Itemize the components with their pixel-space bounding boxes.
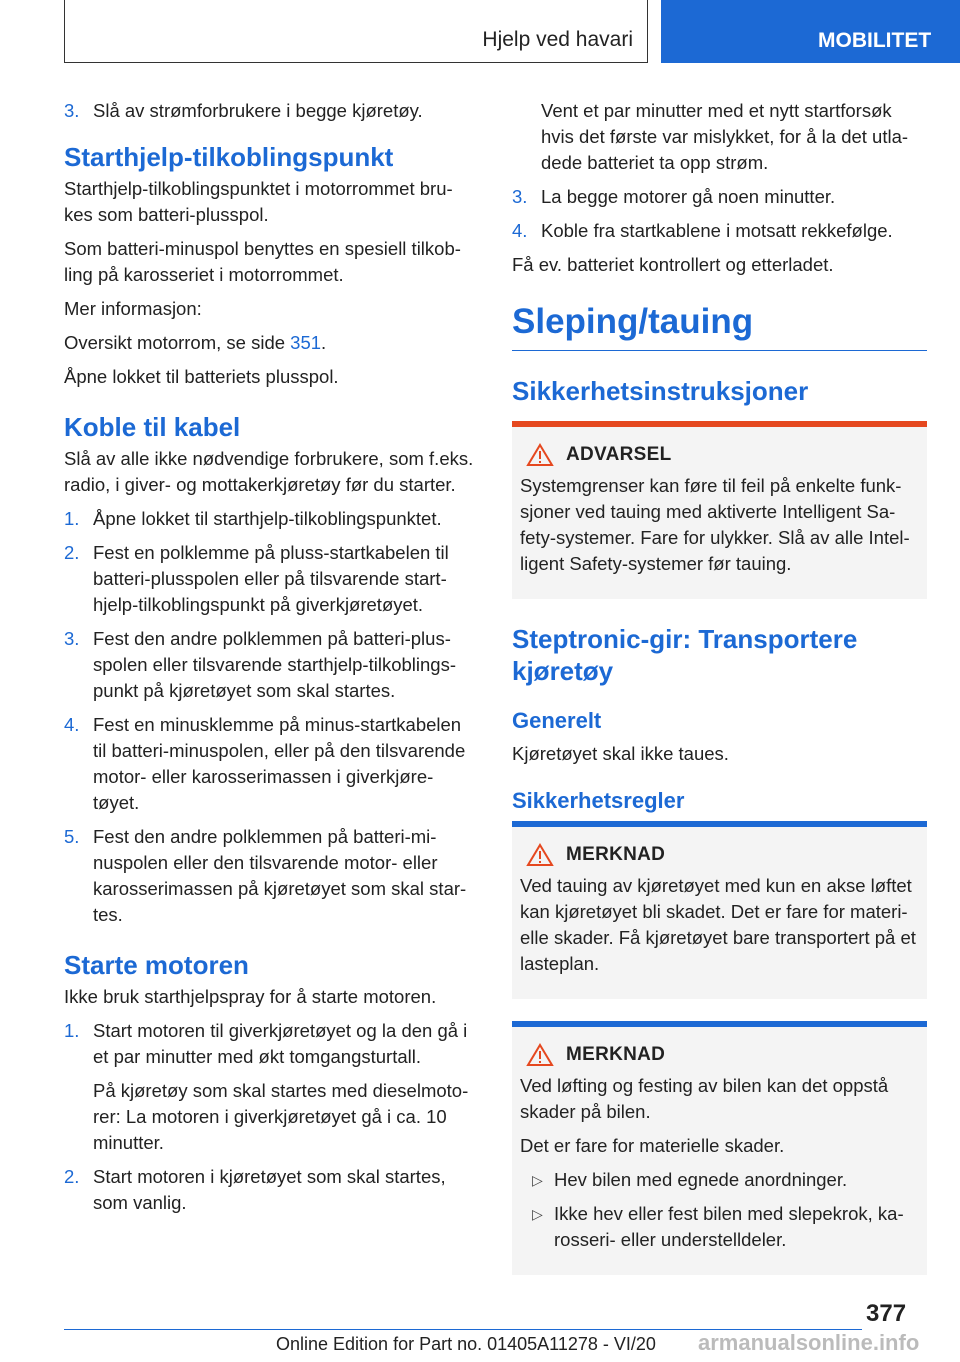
warning-title: ADVARSEL [566,444,672,465]
page-number: 377 [866,1300,907,1327]
list-number: 2. [64,1166,80,1187]
paragraph: Kjøretøyet skal ikke taues. [512,743,729,764]
note-box-header [520,843,919,867]
list-item [64,824,479,928]
list-item [64,1018,479,1070]
list-text: La begge motorer gå noen minutter. [541,186,836,207]
paragraph: Som batteri-minuspol benyttes en spesiell tilkob-ling på karosseriet i motorrommet. [64,238,461,285]
list-item [64,98,479,124]
heading-steptronic: Steptronic-gir: Transportere kjøretøy [512,624,858,686]
paragraph: Mer informasjon: [64,298,202,319]
list-number: 4. [512,220,528,241]
bullet-item [520,1167,919,1193]
page-reference-link[interactable]: 351 [290,332,322,353]
warning-box [512,421,927,599]
list-number: 1. [64,508,80,529]
heading-starthjelp: Starthjelp-tilkoblingspunkt [64,142,394,172]
bullet-text: Ikke hev eller fest bilen med slepekrok, ka-rosseri- eller understelldeler. [554,1203,904,1250]
header-section-box [64,0,648,63]
list-item [64,540,479,618]
note-title: MERKNAD [566,1044,666,1065]
warning-triangle-icon [526,843,554,867]
list-text: Slå av strømforbrukere i begge kjøretøy. [93,100,423,121]
list-text: Fest en minusklemme på minus-startkabelen til batteri-minuspolen, eller på den tilsvarende motor- eller karosserimassen i giverkjøre-tøyet. [93,714,466,813]
list-text: Start motoren til giverkjøretøyet og la den gå i et par minutter med økt tomgangsturtall. [93,1020,468,1067]
list-number: 3. [64,100,80,121]
paragraph: Åpne lokket til batteriets plusspol. [64,366,339,387]
list-text: Åpne lokket til starthjelp-tilkoblingspunktet. [93,508,442,529]
warning-triangle-icon [526,443,554,467]
warning-text: Systemgrenser kan føre til feil på enkelte funk-sjoner ved tauing med aktiverte Intelligent Sa-fety-systemer. Fare for ulykker. Slå av alle Intel-ligent Safety-systemer før tauing. [520,475,910,574]
note-title: MERKNAD [566,844,666,865]
list-continuation: På kjøretøy som skal startes med dieselmoto-rer: La motoren i giverkjøretøyet gå i ca. 10 minutter. [93,1080,469,1153]
list-item [64,626,479,704]
list-number: 3. [512,186,528,207]
paragraph-text: Oversikt motorrom, se side [64,332,291,353]
list-number: 1. [64,1020,80,1041]
note-box [512,821,927,999]
list-item [64,712,479,816]
paragraph: Starthjelp-tilkoblingspunktet i motorrommet bru-kes som batteri-plusspol. [64,178,453,225]
list-number: 5. [64,826,80,847]
list-number: 4. [64,714,80,735]
list-text: Fest en polklemme på pluss-startkabelen til batteri-plusspolen eller på tilsvarende start-hjelp-tilkoblingspunkt på giverkjøretøyet. [93,542,449,615]
note-text: Ved løfting og festing av bilen kan det oppstå skader på bilen. [520,1075,889,1122]
heading-generelt: Generelt [512,708,602,733]
list-text: Koble fra startkablene i motsatt rekkefølge. [541,220,893,241]
warning-triangle-icon [526,1043,554,1067]
header-chapter-tab[interactable] [661,0,960,63]
paragraph: Få ev. batteriet kontrollert og etterladet. [512,254,834,275]
warning-box-header [520,443,919,467]
list-number: 3. [64,628,80,649]
heading-sleping: Sleping/tauing [512,300,927,351]
list-item [512,184,927,210]
heading-koble: Koble til kabel [64,412,241,442]
right-column [512,98,927,1297]
header-section-title: Hjelp ved havari [482,28,633,51]
note-text: Ved tauing av kjøretøyet med kun en akse løftet kan kjøretøyet bli skadet. Det er fare for materi-elle skader. Få kjøretøyet bare transportert på et lasteplan. [520,875,916,974]
note-box [512,1021,927,1275]
paragraph: Slå av alle ikke nødvendige forbrukere, som f.eks. radio, i giver- og mottakerkjøretøy før du starter. [64,448,474,495]
list-text: Start motoren i kjøretøyet som skal startes, som vanlig. [93,1166,446,1213]
paragraph-with-link [64,330,479,356]
list-item [512,218,927,244]
paragraph-text: . [321,332,327,353]
list-text: Fest den andre polklemmen på batteri-mi-nuspolen eller den tilsvarende motor- eller karosserimassen på kjøretøyet som skal star-tes. [93,826,467,925]
header-chapter-title: MOBILITET [818,29,932,52]
watermark: armanualsonline.info [698,1330,920,1355]
bullet-text: Hev bilen med egnede anordninger. [554,1169,848,1190]
list-number: 2. [64,542,80,563]
note-box-header [520,1043,919,1067]
edition-text: Online Edition for Part no. 01405A11278 - VI/20 [276,1334,656,1354]
triangle-right-icon: ▷ [532,1206,543,1222]
note-text: Det er fare for materielle skader. [520,1135,785,1156]
left-column [64,98,479,1224]
list-item [64,1164,479,1216]
list-item [64,506,479,532]
paragraph: Ikke bruk starthjelpspray for å starte motoren. [64,986,437,1007]
triangle-right-icon: ▷ [532,1172,543,1188]
heading-sikkerhetsinstruksjoner: Sikkerhetsinstruksjoner [512,376,809,406]
list-continuation: Vent et par minutter med et nytt startforsøk hvis det første var mislykket, for å la det utla-dede batteriet ta opp strøm. [541,100,909,173]
heading-sikkerhetsregler: Sikkerhetsregler [512,788,685,813]
list-text: Fest den andre polklemmen på batteri-plus-spolen eller tilsvarende starthjelp-tilkoblings-punkt på kjøretøyet som skal startes. [93,628,456,701]
bullet-item [520,1201,919,1253]
heading-starte: Starte motoren [64,950,249,980]
